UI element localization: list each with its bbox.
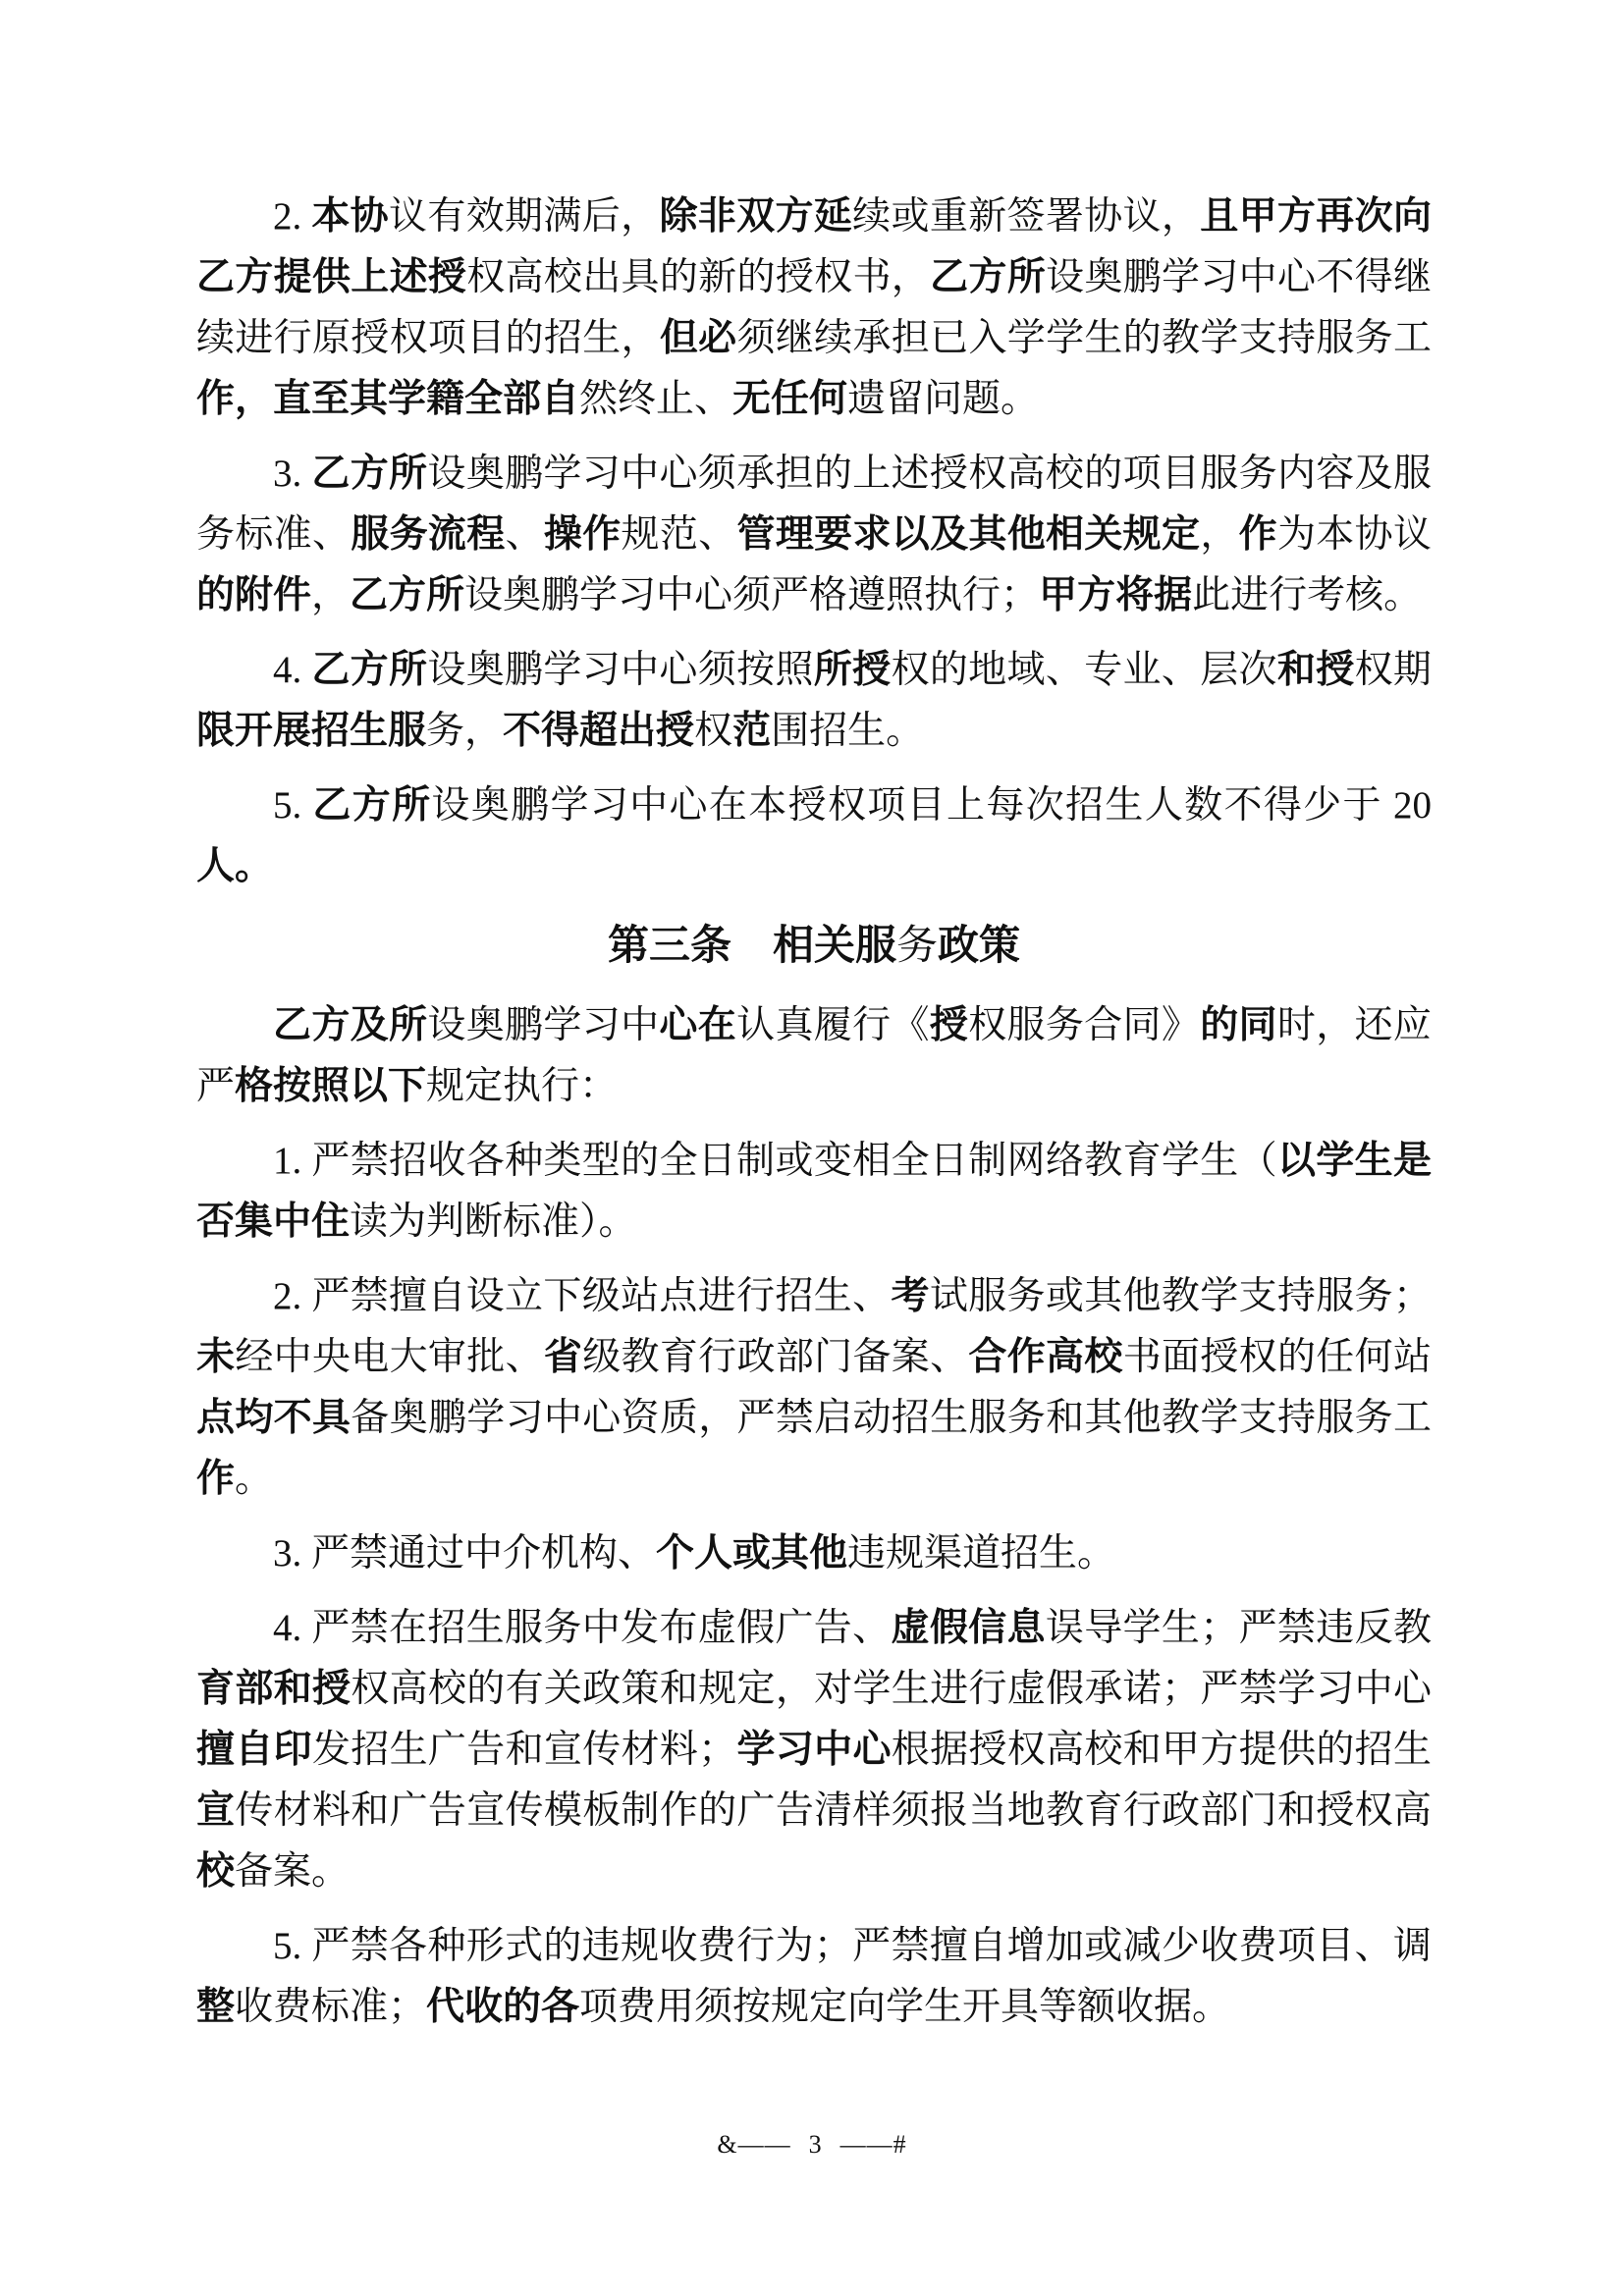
text-segment: 作 <box>196 1458 236 1500</box>
text-segment: 乙方所 <box>311 453 428 495</box>
text-segment: 级教育行政部门备案、 <box>582 1336 969 1378</box>
text-segment: 作 <box>1238 513 1277 556</box>
text-segment: 范 <box>732 710 772 752</box>
paragraph <box>196 187 1432 430</box>
text-segment: 违规渠道招生。 <box>847 1532 1116 1575</box>
text-segment: 然终止、 <box>579 378 733 420</box>
text-segment: 收费标准； <box>235 1986 427 2028</box>
paragraph <box>196 995 1432 1117</box>
text-segment: 管理要求以及其他相关规定 <box>736 513 1201 556</box>
text-segment: 限开展招生服 <box>196 710 427 752</box>
text-segment: 的同 <box>1200 1004 1277 1046</box>
text-segment: 乙方所 <box>350 574 465 616</box>
text-segment: 权高校的有关政策和规定，对学生进行虚假承诺；严禁学习中心 <box>351 1668 1432 1710</box>
text-segment: 读为判断标准）。 <box>350 1201 637 1243</box>
footer-prefix: &—— <box>717 2130 791 2159</box>
text-segment: 2. 严禁擅自设立下级站点进行招生、 <box>273 1275 892 1317</box>
text-segment: 设奥鹏学习中心须严格遵照执行； <box>464 574 1040 616</box>
text-segment: 务， <box>426 710 504 752</box>
text-segment: 省 <box>543 1336 583 1378</box>
text-segment: 务 <box>895 922 938 968</box>
text-segment: 遗留问题。 <box>847 378 1040 420</box>
text-segment: 须继续承担已入学学生的教学支持服务工 <box>736 317 1432 359</box>
text-segment: ， <box>1200 513 1239 556</box>
text-segment: 宣 <box>196 1789 236 1832</box>
text-segment: 权服务合同》 <box>968 1004 1201 1046</box>
text-segment: 整 <box>196 1986 236 2028</box>
text-segment: 第三条 相关服 <box>607 922 896 968</box>
text-segment: 且甲方再次向乙方提供上述授 <box>196 195 1432 298</box>
text-segment: 经中央电大审批、 <box>235 1336 544 1378</box>
page-footer <box>0 2128 1624 2162</box>
paragraph <box>196 1523 1432 1584</box>
text-segment: 围招生。 <box>771 710 925 752</box>
text-segment: 规定执行： <box>426 1065 619 1107</box>
text-segment: 和授 <box>1276 649 1355 691</box>
text-segment: 设奥鹏学习中心不得继续进行原授权项目的招生， <box>196 256 1432 359</box>
text-segment: 4. 严禁在招生服务中发布虚假广告、 <box>273 1607 892 1649</box>
text-segment: 权 <box>694 710 733 752</box>
paragraph <box>196 1916 1432 2038</box>
text-segment: 乙方所 <box>930 256 1047 298</box>
text-segment: 传材料和广告宣传模板制作的广告清样须报当地教育行政部门和授权高 <box>235 1789 1432 1832</box>
text-segment: 误导学生；严禁违反教 <box>1045 1607 1432 1649</box>
text-segment: 权期 <box>1354 649 1432 691</box>
text-segment: 所授 <box>813 649 892 691</box>
text-segment: 时，还应严 <box>196 1004 1432 1107</box>
text-segment: 备奥鹏学习中心资质，严禁启动招生服务和其他教学支持服务工 <box>351 1397 1432 1439</box>
text-segment: 校 <box>196 1850 236 1893</box>
text-segment: 但必 <box>659 317 737 359</box>
text-segment: 点均不具 <box>196 1397 352 1439</box>
section-heading <box>196 911 1432 980</box>
text-segment: 代收的各 <box>426 1986 580 2028</box>
text-segment: 授 <box>929 1004 969 1046</box>
text-segment: 考 <box>891 1275 930 1317</box>
text-segment: 人。 <box>196 845 274 887</box>
document-body <box>196 187 1432 2052</box>
text-segment: 设奥鹏学习中心在本授权项目上每次招生人数不得少于 20 <box>431 784 1432 827</box>
text-segment: 心在 <box>659 1004 737 1046</box>
text-segment: 备案。 <box>235 1850 351 1893</box>
text-segment: 为本协议 <box>1276 513 1432 556</box>
text-segment: 作，直至其学籍全部自 <box>196 378 580 420</box>
text-segment: 虚假信息 <box>891 1607 1046 1649</box>
text-segment: 无任何 <box>732 378 848 420</box>
text-segment: 学习中心 <box>736 1729 892 1771</box>
text-segment: 试服务或其他教学支持服务； <box>929 1275 1432 1317</box>
text-segment: 设奥鹏学习中心须按照 <box>427 649 814 691</box>
text-segment: 1. 严禁招收各种类型的全日制或变相全日制网络教育学生（ <box>273 1140 1277 1182</box>
text-segment: 3. 严禁通过中介机构、 <box>273 1532 657 1575</box>
text-segment: 擅自印 <box>196 1729 312 1771</box>
text-segment: 格按照以下 <box>235 1065 427 1107</box>
text-segment: 的附件 <box>196 574 312 616</box>
text-segment: 甲方将据 <box>1039 574 1193 616</box>
text-segment: 不得超出授 <box>503 710 695 752</box>
text-segment: 2. <box>273 195 312 238</box>
paragraph <box>196 640 1432 762</box>
footer-suffix: ——# <box>839 2130 907 2159</box>
text-segment: 除非双方延 <box>659 195 853 238</box>
text-segment: 根据授权高校和甲方提供的招生 <box>891 1729 1432 1771</box>
text-segment: 书面授权的任何站 <box>1122 1336 1432 1378</box>
text-segment: 合作高校 <box>968 1336 1123 1378</box>
text-segment: 权的地域、专业、层次 <box>891 649 1277 691</box>
text-segment: 3. <box>273 453 312 495</box>
text-segment: 设奥鹏学习中心须承担的上述授权高校的项目服务内容及服务标准、 <box>196 453 1432 556</box>
text-segment: 4. <box>273 649 312 691</box>
page-number: 3 <box>808 2130 823 2159</box>
text-segment: 5. 严禁各种形式的违规收费行为；严禁擅自增加或减少收费项目、调 <box>273 1925 1432 1967</box>
text-segment: 育部和授 <box>196 1668 352 1710</box>
text-segment: ， <box>311 574 351 616</box>
text-segment: 。 <box>235 1458 274 1500</box>
text-segment: 项费用须按规定向学生开具等额收据。 <box>579 1986 1231 2028</box>
text-segment: 、 <box>505 513 544 556</box>
text-segment: 个人或其他 <box>656 1532 848 1575</box>
text-segment: 以学生是否集中住 <box>196 1140 1432 1243</box>
text-segment: 续或重新签署协议， <box>852 195 1201 238</box>
paragraph <box>196 1131 1432 1253</box>
text-segment: 乙方所 <box>312 784 432 827</box>
text-segment: 操作 <box>543 513 622 556</box>
text-segment: 权高校出具的新的授权书， <box>466 256 931 298</box>
text-segment: 设奥鹏学习中 <box>427 1004 660 1046</box>
paragraph <box>196 1598 1432 1902</box>
text-segment: 此进行考核。 <box>1192 574 1423 616</box>
text-segment: 5. <box>273 784 313 827</box>
paragraph <box>196 444 1432 626</box>
text-segment: 服务流程 <box>351 513 506 556</box>
text-segment: 未 <box>196 1336 236 1378</box>
text-segment: 认真履行《 <box>736 1004 930 1046</box>
text-segment: 乙方及所 <box>273 1004 428 1046</box>
paragraph <box>196 1266 1432 1510</box>
text-segment: 规范、 <box>621 513 737 556</box>
text-segment: 乙方所 <box>311 649 428 691</box>
text-segment: 发招生广告和宣传材料； <box>311 1729 737 1771</box>
text-segment: 议有效期满后， <box>389 195 660 238</box>
text-segment: 本协 <box>311 195 390 238</box>
text-segment: 政策 <box>938 922 1021 968</box>
paragraph <box>196 775 1432 897</box>
